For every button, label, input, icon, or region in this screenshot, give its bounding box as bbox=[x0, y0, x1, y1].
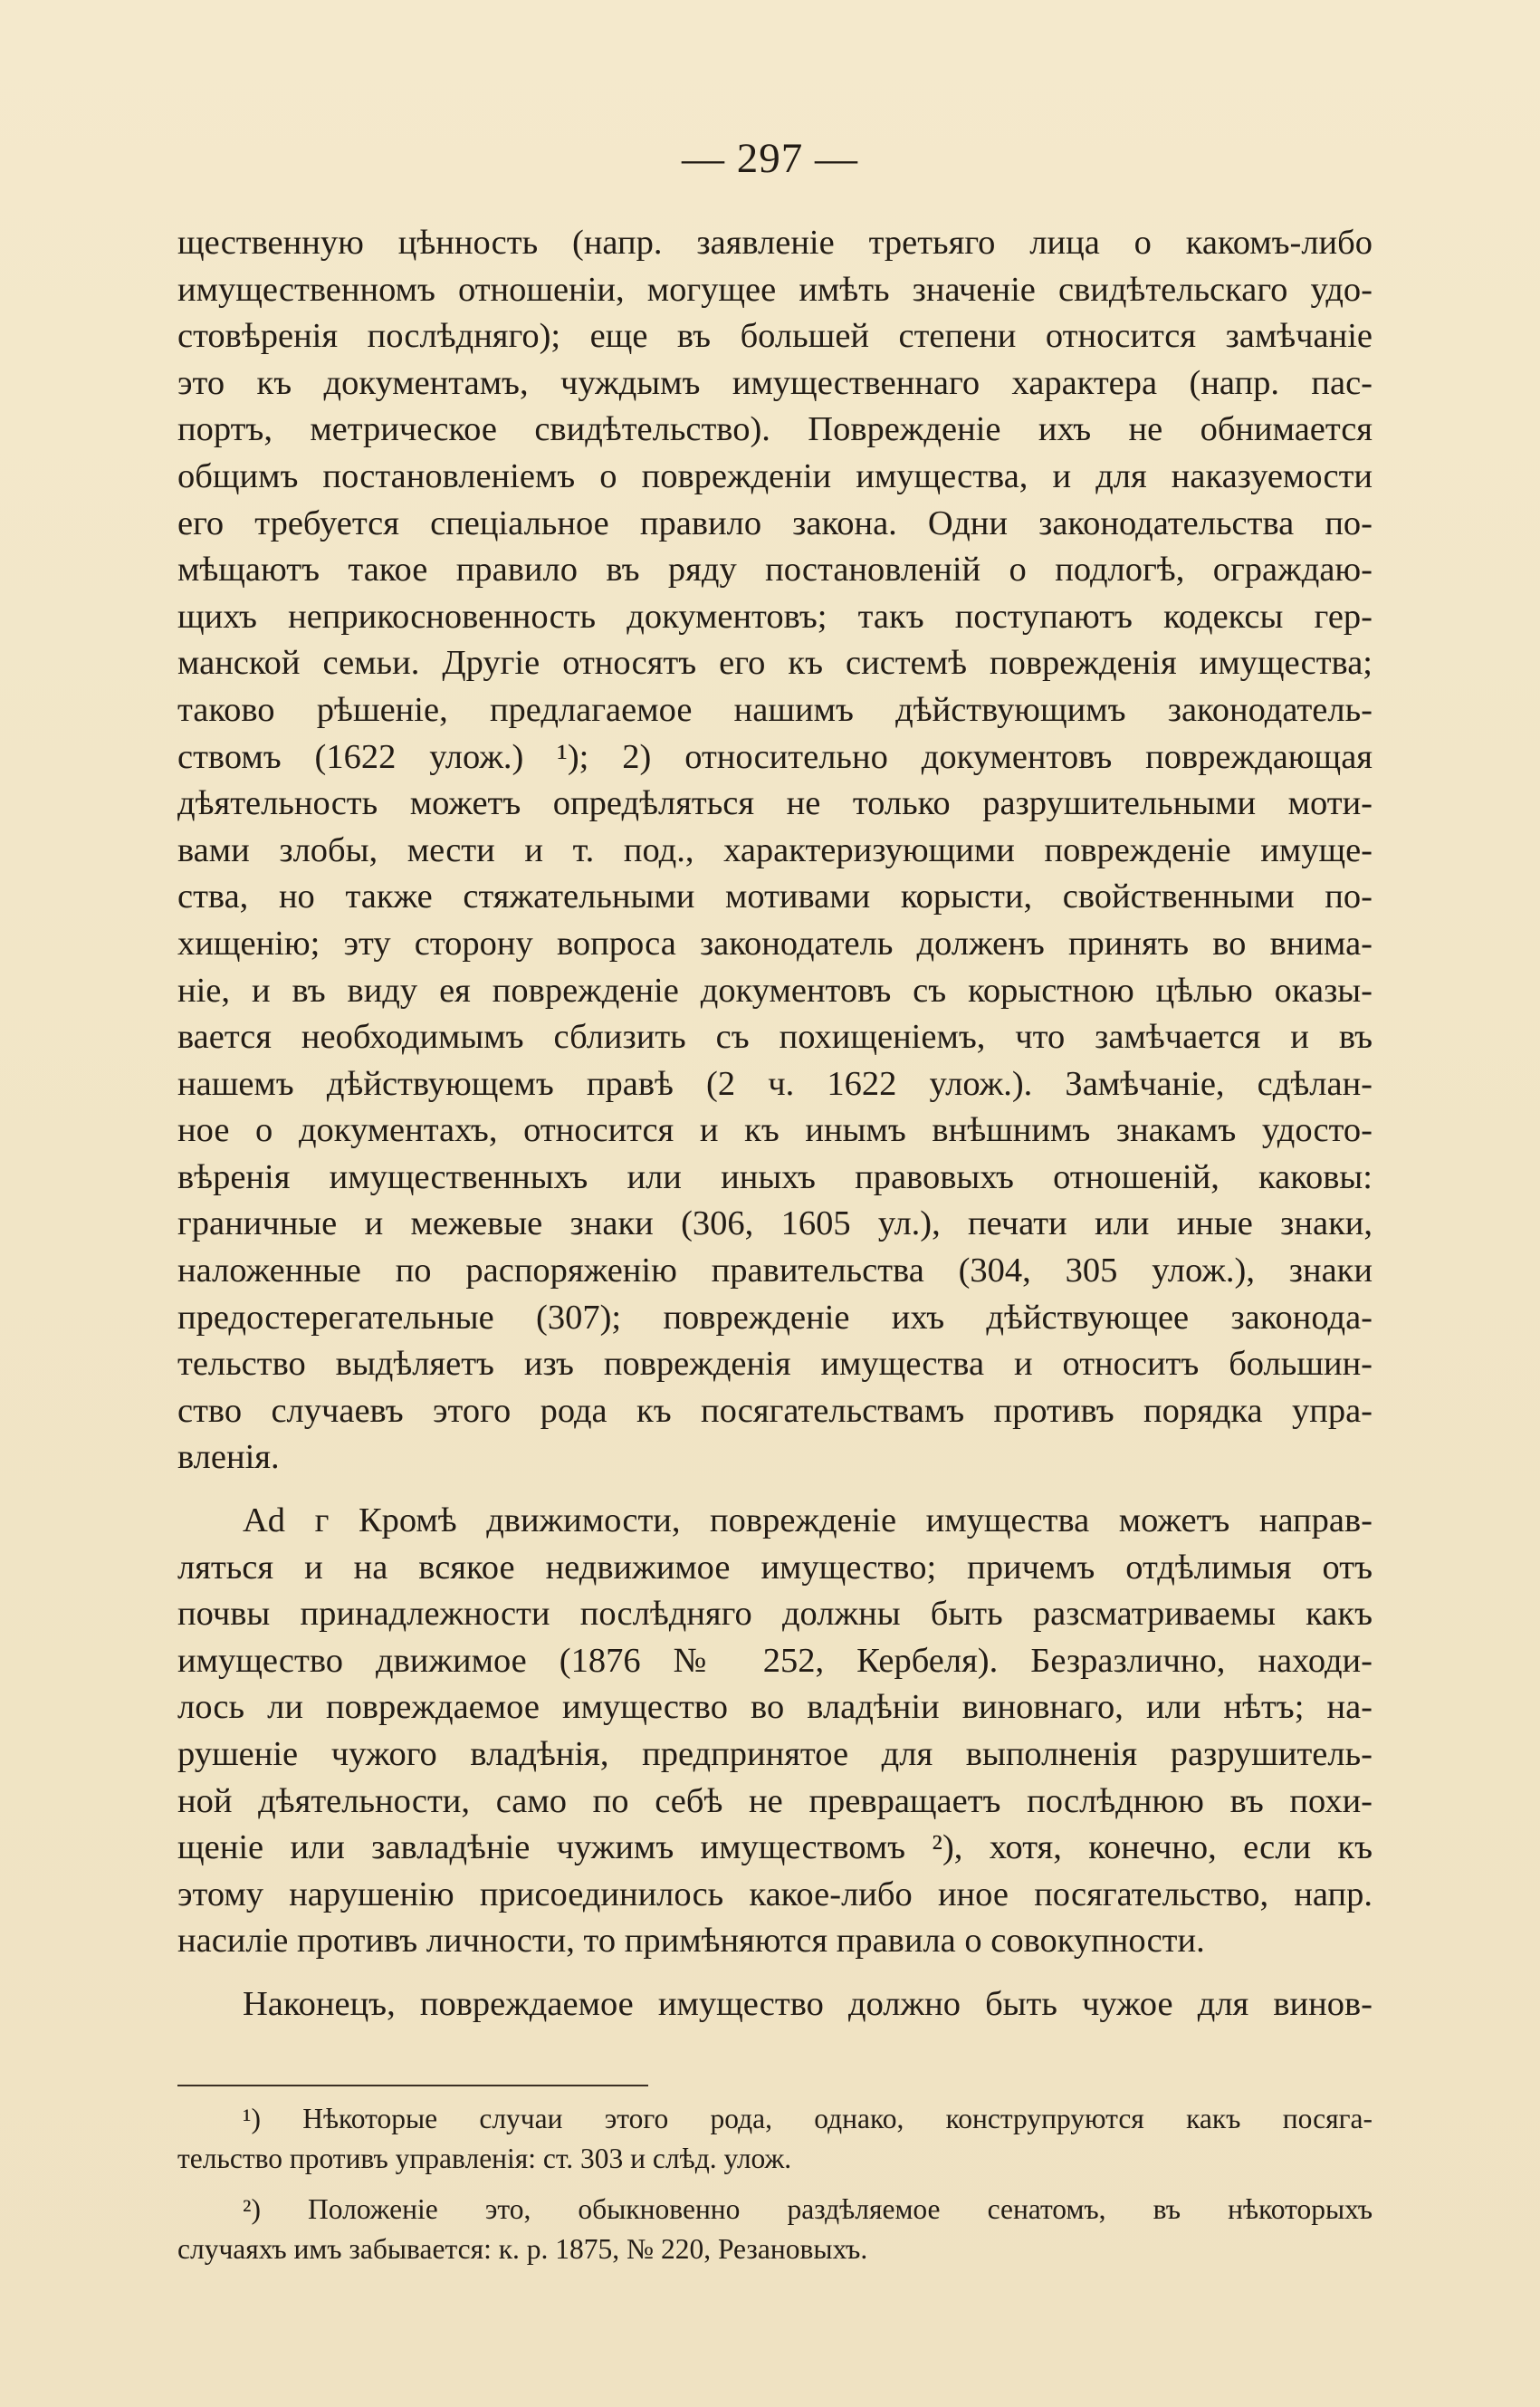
body-line: насиліе противъ личности, то примѣняются правила о совокупности. bbox=[177, 1922, 1205, 1961]
body-line: имущество движимое (1876 № 252, Кербеля). Безразлично, находи- bbox=[177, 1641, 1373, 1680]
footnote-line: случаяхъ имъ забывается: к. р. 1875, № 220, Резановыхъ. bbox=[177, 2233, 868, 2265]
body-line: ство случаевъ этого рода къ посягательствамъ противъ порядка упра- bbox=[177, 1391, 1373, 1430]
body-line: щеніе или завладѣніе чужимъ имуществомъ ²), хотя, конечно, если къ bbox=[177, 1828, 1373, 1867]
body-line: таково рѣшеніе, предлагаемое нашимъ дѣйствующимъ законодатель- bbox=[177, 690, 1373, 729]
body-line: вѣренія имущественныхъ или иныхъ правовыхъ отношеній, каковы: bbox=[177, 1157, 1373, 1196]
body-line: хищенію; эту сторону вопроса законодатель долженъ принять во внима- bbox=[177, 924, 1373, 963]
body-line: рушеніе чужого владѣнія, предпринятое для выполненія разрушитель- bbox=[177, 1735, 1373, 1773]
body-line: вами злобы, мести и т. под., характеризующими поврежденіе имуще- bbox=[177, 830, 1373, 869]
body-text bbox=[177, 220, 1373, 2028]
body-line: манской семьи. Другіе относятъ его къ системѣ поврежденія имущества; bbox=[177, 644, 1373, 683]
body-line: этому нарушенію присоединилось какое-либо иное посягательство, напр. bbox=[177, 1875, 1373, 1913]
body-line: ніе, и въ виду ея поврежденіе документовъ съ корыстною цѣлью оказы- bbox=[177, 971, 1373, 1010]
body-line: Наконецъ, повреждаемое имущество должно быть чужое для винов- bbox=[243, 1984, 1373, 2023]
body-line: предостерегательные (307); поврежденіе ихъ дѣйствующее законода- bbox=[177, 1298, 1373, 1337]
body-line: тельство выдѣляетъ изъ поврежденія имущества и относитъ большин- bbox=[177, 1345, 1373, 1384]
body-line: портъ, метрическое свидѣтельство). Поврежденіе ихъ не обнимается bbox=[177, 410, 1373, 449]
body-line: мѣщаютъ такое правило въ ряду постановленій о подлогѣ, ограждаю- bbox=[177, 551, 1373, 590]
body-line: стовѣренія послѣдняго); еще въ большей степени относится замѣчаніе bbox=[177, 317, 1373, 356]
body-line: ное о документахъ, относится и къ инымъ внѣшнимъ знакамъ удосто- bbox=[177, 1111, 1373, 1150]
body-line: ствомъ (1622 улож.) ¹); 2) относительно документовъ повреждающая bbox=[177, 737, 1373, 776]
body-line: ляться и на всякое недвижимое имущество; причемъ отдѣлимыя отъ bbox=[177, 1548, 1373, 1587]
body-line: лось ли повреждаемое имущество во владѣніи виновнаго, или нѣтъ; на- bbox=[177, 1688, 1373, 1727]
body-line: это къ документамъ, чуждымъ имущественнаго характера (напр. пас- bbox=[177, 363, 1373, 402]
paragraph-gap bbox=[177, 1965, 1373, 1981]
footnote-line: ¹) Нѣкоторые случаи этого рода, однако, конструпруются какъ посяга- bbox=[243, 2103, 1373, 2134]
body-line: наложенные по распоряженію правительства (304, 305 улож.), знаки bbox=[177, 1251, 1373, 1290]
footnote-line: ²) Положеніе это, обыкновенно раздѣляемое сенатомъ, въ нѣкоторыхъ bbox=[243, 2193, 1373, 2225]
body-line: ства, но также стяжательными мотивами корысти, свойственными по- bbox=[177, 877, 1373, 916]
body-line: вленія. bbox=[177, 1438, 280, 1477]
body-line: дѣятельность можетъ опредѣляться не только разрушительными моти- bbox=[177, 784, 1373, 823]
footnote-gap bbox=[177, 2179, 1373, 2190]
footnotes bbox=[177, 2099, 1373, 2269]
page-number: — 297 — bbox=[682, 135, 858, 182]
body-line: вается необходимымъ сблизить съ похищеніемъ, что замѣчается и въ bbox=[177, 1018, 1373, 1057]
paragraph-gap bbox=[177, 1482, 1373, 1498]
body-line: щихъ неприкосновенность документовъ; такъ поступаютъ кодексы гер- bbox=[177, 597, 1373, 636]
body-line: щественную цѣнность (напр. заявленіе третьяго лица о какомъ-либо bbox=[177, 224, 1373, 262]
body-line: граничные и межевые знаки (306, 1605 ул.), печати или иные знаки, bbox=[177, 1204, 1373, 1243]
body-line: Ad г Кромѣ движимости, поврежденіе имущества можетъ направ- bbox=[243, 1501, 1373, 1540]
body-line: нашемъ дѣйствующемъ правѣ (2 ч. 1622 улож.). Замѣчаніе, сдѣлан- bbox=[177, 1064, 1373, 1103]
body-line: ной дѣятельности, само по себѣ не превращаетъ послѣднюю въ похи- bbox=[177, 1781, 1373, 1820]
body-line: общимъ постановленіемъ о поврежденіи имущества, и для наказуемости bbox=[177, 456, 1373, 495]
body-line: имущественномъ отношеніи, могущее имѣть значеніе свидѣтельскаго удо- bbox=[177, 270, 1373, 309]
body-line: почвы принадлежности послѣдняго должны быть разсматриваемы какъ bbox=[177, 1595, 1373, 1634]
footnote-rule bbox=[177, 2085, 648, 2086]
body-line: его требуется спеціальное правило закона. Одни законодательства по- bbox=[177, 503, 1373, 542]
footnote-line: тельство противъ управленія: ст. 303 и слѣд. улож. bbox=[177, 2143, 792, 2174]
